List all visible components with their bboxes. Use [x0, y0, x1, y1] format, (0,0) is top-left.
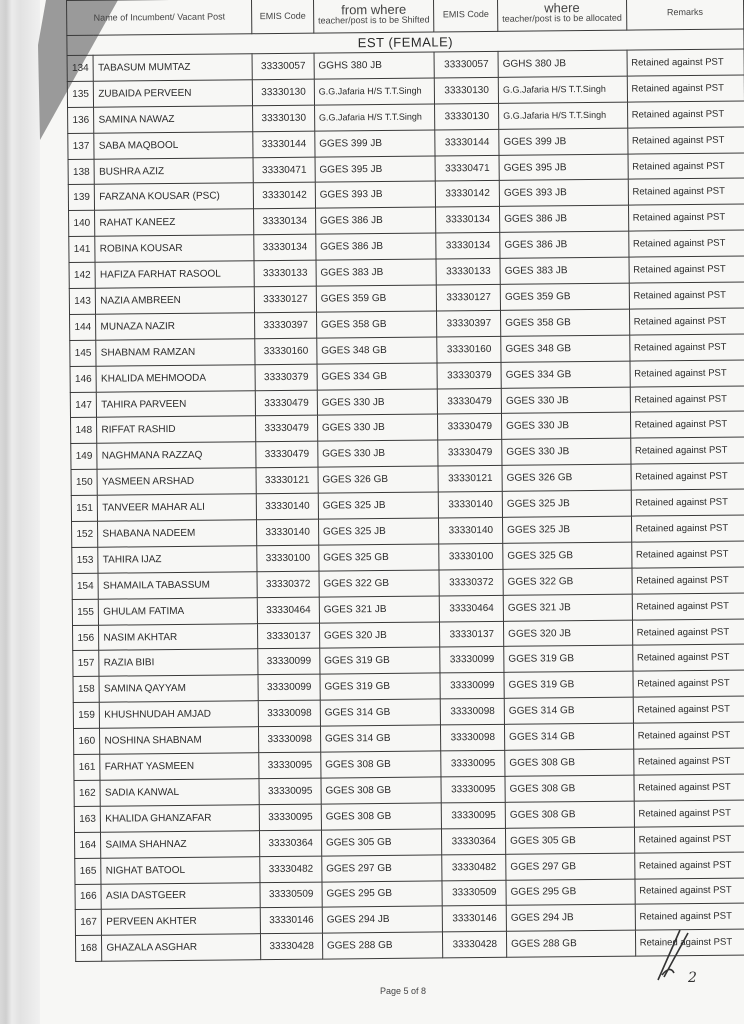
emis-code-from: 33330095: [259, 778, 321, 804]
emis-code-from: 33330098: [259, 700, 321, 726]
header-emis-to: EMIS Code: [434, 0, 498, 32]
incumbent-name: TANVEER MAHAR ALI: [98, 494, 257, 521]
school-from: GGES 358 GB: [316, 311, 437, 338]
header-school-to: [498, 0, 627, 31]
serial-number: 144: [70, 314, 97, 340]
remarks: Retained against PST: [628, 153, 744, 180]
serial-number: 148: [71, 418, 98, 444]
serial-number: 149: [71, 444, 98, 470]
emis-code-from: 33330134: [254, 234, 316, 260]
school-to: GGES 321 JB: [503, 594, 632, 621]
emis-code-to: 33330482: [442, 854, 506, 881]
incumbent-name: SAIMA SHAHNAZ: [101, 830, 260, 857]
incumbent-name: KHUSHNUDAH AMJAD: [100, 701, 259, 728]
school-to: GGES 393 JB: [499, 180, 628, 207]
emis-code-to: 33330509: [442, 880, 506, 907]
allocation-table: [66, 0, 744, 962]
school-to: GGES 314 GB: [504, 697, 633, 724]
emis-code-to: 33330134: [436, 233, 500, 260]
school-from: GGES 314 GB: [320, 699, 441, 726]
incumbent-name: SAMINA QAYYAM: [99, 675, 258, 702]
school-from: GGES 395 JB: [315, 156, 436, 183]
school-from: GGES 295 GB: [322, 880, 443, 907]
remarks: Retained against PST: [628, 230, 744, 257]
incumbent-name: RIFFAT RASHID: [97, 416, 256, 443]
school-from: GGES 314 GB: [320, 725, 441, 752]
remarks: Retained against PST: [627, 127, 744, 154]
header-school-to-sub: teacher/post is to be allocated: [502, 12, 622, 24]
school-from: GGES 325 GB: [319, 544, 440, 571]
emis-code-to: 33330121: [438, 466, 502, 493]
serial-number: 140: [69, 211, 96, 237]
serial-number: 156: [73, 625, 100, 651]
emis-code-from: 33330146: [261, 907, 323, 933]
school-to: GGES 330 JB: [502, 413, 631, 440]
remarks: Retained against PST: [630, 360, 744, 387]
school-to: GGES 314 GB: [505, 723, 634, 750]
serial-number: 165: [75, 858, 102, 884]
serial-number: 164: [74, 832, 101, 858]
incumbent-name: SHAMAILA TABASSUM: [98, 572, 257, 599]
school-to: GGES 308 GB: [505, 749, 634, 776]
emis-code-to: 33330100: [439, 543, 503, 570]
school-to: GGES 395 JB: [499, 154, 628, 181]
incumbent-name: NASIM AKHTAR: [99, 623, 258, 650]
serial-number: 146: [70, 366, 97, 392]
school-from: GGES 330 JB: [317, 389, 438, 416]
incumbent-name: KHALIDA GHANZAFAR: [101, 805, 260, 832]
school-from: G.G.Jafaria H/S T.T.Singh: [314, 104, 435, 131]
signature-number: 2: [688, 970, 697, 986]
emis-code-from: 33330095: [260, 804, 322, 830]
serial-number: 142: [69, 262, 96, 288]
emis-code-to: 33330133: [436, 258, 500, 285]
school-from: GGES 386 JB: [315, 207, 436, 234]
remarks: Retained against PST: [629, 256, 744, 283]
school-to: GGES 330 JB: [502, 438, 631, 465]
incumbent-name: NAZIA AMBREEN: [96, 287, 255, 314]
incumbent-name: FARZANA KOUSAR (PSC): [95, 183, 254, 210]
remarks: Retained against PST: [635, 877, 744, 904]
serial-number: 159: [73, 702, 100, 728]
school-to: G.G.Jafaria H/S T.T.Singh: [499, 102, 628, 129]
emis-code-from: 33330095: [259, 752, 321, 778]
emis-code-to: 33330127: [437, 284, 501, 311]
school-from: GGHS 380 JB: [314, 52, 435, 79]
remarks: Retained against PST: [634, 774, 744, 801]
serial-number: 145: [70, 340, 97, 366]
emis-code-from: 33330099: [258, 649, 320, 675]
school-from: G.G.Jafaria H/S T.T.Singh: [314, 78, 435, 105]
remarks: Retained against PST: [633, 696, 744, 723]
serial-number: 157: [73, 651, 100, 677]
school-from: GGES 297 GB: [322, 855, 443, 882]
remarks: Retained against PST: [632, 644, 744, 671]
emis-code-from: 33330428: [261, 933, 323, 959]
school-to: GGES 383 JB: [500, 257, 629, 284]
incumbent-name: NAGHMANA RAZZAQ: [97, 442, 256, 469]
incumbent-name: RAHAT KANEEZ: [95, 209, 254, 236]
emis-code-from: 33330130: [253, 105, 315, 131]
school-to: GGES 330 JB: [501, 387, 630, 414]
incumbent-name: GHULAM FATIMA: [99, 597, 258, 624]
school-from: GGES 330 JB: [317, 414, 438, 441]
school-from: GGES 308 GB: [321, 751, 442, 778]
remarks: Retained against PST: [628, 178, 744, 205]
emis-code-from: 33330397: [255, 312, 317, 338]
emis-code-to: 33330095: [441, 750, 505, 777]
emis-code-from: 33330100: [257, 545, 319, 571]
remarks: Retained against PST: [631, 463, 744, 490]
school-to: GGES 399 JB: [499, 128, 628, 155]
emis-code-to: 33330464: [440, 595, 504, 622]
emis-code-from: 33330140: [257, 519, 319, 545]
remarks: Retained against PST: [630, 437, 744, 464]
incumbent-name: TAHIRA PARVEEN: [97, 390, 256, 417]
header-school-to-top: where: [544, 0, 580, 16]
incumbent-name: ZUBAIDA PERVEEN: [94, 80, 253, 107]
remarks: Retained against PST: [627, 49, 744, 76]
emis-code-to: 33330140: [439, 517, 503, 544]
remarks: Retained against PST: [634, 800, 744, 827]
header-emis-from: EMIS Code: [252, 0, 314, 34]
remarks: Retained against PST: [633, 670, 744, 697]
school-to: GGES 334 GB: [501, 361, 630, 388]
emis-code-from: 33330121: [256, 467, 318, 493]
emis-code-to: 33330098: [441, 699, 505, 726]
school-from: GGES 319 GB: [320, 673, 441, 700]
school-from: GGES 325 JB: [318, 492, 439, 519]
emis-code-to: 33330140: [439, 491, 503, 518]
school-to: GGES 297 GB: [506, 853, 635, 880]
school-to: GGES 308 GB: [505, 801, 634, 828]
emis-code-from: 33330142: [254, 183, 316, 209]
school-to: GGES 319 GB: [504, 646, 633, 673]
school-from: GGES 288 GB: [322, 932, 443, 959]
serial-number: 168: [75, 935, 102, 961]
serial-number: 138: [68, 159, 95, 185]
emis-code-to: 33330142: [436, 181, 500, 208]
remarks: Retained against PST: [631, 489, 744, 516]
emis-code-to: 33330099: [440, 647, 504, 674]
emis-code-from: 33330379: [255, 364, 317, 390]
serial-number: 136: [68, 107, 95, 133]
school-from: GGES 348 GB: [317, 337, 438, 364]
emis-code-to: 33330095: [442, 802, 506, 829]
incumbent-name: KHALIDA MEHMOODA: [96, 364, 255, 391]
emis-code-from: 33330479: [256, 441, 318, 467]
header-school-from: [313, 0, 434, 33]
school-to: GGES 386 JB: [500, 205, 629, 232]
emis-code-from: 33330144: [253, 131, 315, 157]
serial-number: 154: [72, 573, 99, 599]
header-name: Name of Incumbent/ Vacant Post: [67, 0, 253, 35]
serial-number: 155: [72, 599, 99, 625]
incumbent-name: SHABANA NADEEM: [98, 520, 257, 547]
emis-code-from: 33330364: [260, 830, 322, 856]
school-from: GGES 399 JB: [315, 130, 436, 157]
emis-code-from: 33330099: [258, 674, 320, 700]
serial-number: 163: [74, 806, 101, 832]
school-from: GGES 322 GB: [319, 570, 440, 597]
remarks: Retained against PST: [632, 593, 744, 620]
remarks: Retained against PST: [632, 619, 744, 646]
serial-number: 166: [75, 884, 102, 910]
school-from: GGES 321 JB: [319, 596, 440, 623]
school-from: GGES 334 GB: [317, 363, 438, 390]
serial-number: 152: [72, 521, 99, 547]
school-from: GGES 308 GB: [321, 777, 442, 804]
school-to: GGHS 380 JB: [498, 50, 627, 77]
school-from: GGES 308 GB: [321, 803, 442, 830]
serial-number: 139: [68, 185, 95, 211]
incumbent-name: BUSHRA AZIZ: [94, 157, 253, 184]
remarks: Retained against PST: [629, 334, 744, 361]
serial-number: 158: [73, 677, 100, 703]
serial-number: 134: [67, 55, 94, 81]
emis-code-to: 33330098: [441, 724, 505, 751]
emis-code-from: 33330137: [258, 623, 320, 649]
remarks: Retained against PST: [627, 101, 744, 128]
serial-number: 141: [69, 236, 96, 262]
emis-code-to: 33330372: [439, 569, 503, 596]
incumbent-name: NOSHINA SHABNAM: [100, 727, 259, 754]
school-to: GGES 359 GB: [500, 283, 629, 310]
school-to: GGES 295 GB: [506, 879, 635, 906]
serial-number: 160: [73, 728, 100, 754]
school-from: GGES 326 GB: [318, 466, 439, 493]
school-to: GGES 308 GB: [505, 775, 634, 802]
incumbent-name: NIGHAT BATOOL: [101, 856, 260, 883]
incumbent-name: FARHAT YASMEEN: [100, 753, 259, 780]
school-from: GGES 359 GB: [316, 285, 437, 312]
school-to: GGES 294 JB: [506, 904, 635, 931]
remarks: Retained against PST: [634, 826, 744, 853]
school-from: GGES 330 JB: [318, 440, 439, 467]
school-from: GGES 294 JB: [322, 906, 443, 933]
emis-code-from: 33330372: [257, 571, 319, 597]
page-number: Page 5 of 8: [380, 986, 427, 996]
serial-number: 150: [71, 469, 98, 495]
school-from: GGES 393 JB: [315, 181, 436, 208]
school-to: GGES 288 GB: [507, 930, 636, 957]
emis-code-to: 33330479: [438, 440, 502, 467]
emis-code-from: 33330482: [260, 856, 322, 882]
remarks: Retained against PST: [635, 903, 744, 930]
emis-code-from: 33330471: [253, 157, 315, 183]
remarks: Retained against PST: [629, 308, 744, 335]
school-to: GGES 319 GB: [504, 671, 633, 698]
incumbent-name: MUNAZA NAZIR: [96, 313, 255, 340]
remarks: Retained against PST: [632, 567, 744, 594]
school-to: GGES 386 JB: [500, 231, 629, 258]
remarks: Retained against PST: [627, 75, 744, 102]
school-to: GGES 325 GB: [503, 542, 632, 569]
emis-code-to: 33330137: [440, 621, 504, 648]
school-to: GGES 325 JB: [502, 490, 631, 517]
incumbent-name: TABASUM MUMTAZ: [93, 54, 252, 81]
school-to: GGES 326 GB: [502, 464, 631, 491]
emis-code-to: 33330057: [434, 51, 498, 78]
section-title: EST (FEMALE): [67, 29, 744, 55]
emis-code-to: 33330099: [440, 673, 504, 700]
serial-number: 162: [74, 780, 101, 806]
school-to: GGES 322 GB: [503, 568, 632, 595]
remarks: Retained against PST: [633, 748, 744, 775]
remarks: Retained against PST: [629, 282, 744, 309]
emis-code-from: 33330134: [254, 208, 316, 234]
emis-code-from: 33330479: [256, 390, 318, 416]
school-to: G.G.Jafaria H/S T.T.Singh: [498, 76, 627, 103]
incumbent-name: PERVEEN AKHTER: [102, 908, 261, 935]
emis-code-from: 33330509: [260, 882, 322, 908]
emis-code-from: 33330479: [256, 416, 318, 442]
emis-code-from: 33330464: [258, 597, 320, 623]
serial-number: 143: [69, 288, 96, 314]
emis-code-from: 33330098: [259, 726, 321, 752]
emis-code-to: 33330397: [437, 310, 501, 337]
remarks: Retained against PST: [630, 411, 744, 438]
scanner-edge: [0, 0, 40, 1024]
school-from: GGES 319 GB: [320, 647, 441, 674]
emis-code-to: 33330364: [442, 828, 506, 855]
emis-code-to: 33330134: [436, 207, 500, 234]
emis-code-from: 33330160: [255, 338, 317, 364]
emis-code-from: 33330133: [254, 260, 316, 286]
incumbent-name: SAMINA NAWAZ: [94, 105, 253, 132]
incumbent-name: YASMEEN ARSHAD: [97, 468, 256, 495]
school-to: GGES 305 GB: [506, 827, 635, 854]
school-from: GGES 325 JB: [318, 518, 439, 545]
emis-code-to: 33330130: [435, 103, 499, 130]
remarks: Retained against PST: [634, 852, 744, 879]
incumbent-name: RAZIA BIBI: [99, 649, 258, 676]
emis-code-to: 33330146: [443, 906, 507, 933]
remarks: Retained against PST: [631, 541, 744, 568]
emis-code-to: 33330379: [437, 362, 501, 389]
emis-code-to: 33330471: [435, 155, 499, 182]
remarks: Retained against PST: [628, 204, 744, 231]
emis-code-to: 33330160: [437, 336, 501, 363]
emis-code-from: 33330057: [252, 53, 314, 79]
school-to: GGES 358 GB: [501, 309, 630, 336]
school-from: GGES 386 JB: [316, 233, 437, 260]
header-school-from-top: from where: [341, 1, 407, 18]
serial-number: 147: [70, 392, 97, 418]
remarks: Retained against PST: [631, 515, 744, 542]
emis-code-to: 33330144: [435, 129, 499, 156]
serial-number: 135: [67, 81, 94, 107]
incumbent-name: SADIA KANWAL: [100, 779, 259, 806]
emis-code-from: 33330127: [255, 286, 317, 312]
emis-code-from: 33330130: [253, 79, 315, 105]
school-to: GGES 348 GB: [501, 335, 630, 362]
serial-number: 167: [75, 910, 102, 936]
serial-number: 151: [71, 495, 98, 521]
school-from: GGES 383 JB: [316, 259, 437, 286]
incumbent-name: SABA MAQBOOL: [94, 131, 253, 158]
serial-number: 161: [74, 754, 101, 780]
incumbent-name: SHABNAM RAMZAN: [96, 338, 255, 365]
emis-code-to: 33330130: [435, 77, 499, 104]
incumbent-name: HAFIZA FARHAT RASOOL: [95, 261, 254, 288]
serial-number: 153: [72, 547, 99, 573]
emis-code-to: 33330479: [438, 388, 502, 415]
incumbent-name: TAHIRA IJAZ: [98, 546, 257, 573]
remarks: Retained against PST: [630, 386, 744, 413]
incumbent-name: ASIA DASTGEER: [101, 882, 260, 909]
emis-code-to: 33330095: [441, 776, 505, 803]
emis-code-to: 33330428: [443, 932, 507, 959]
header-remarks: Remarks: [626, 0, 744, 30]
school-to: GGES 320 JB: [504, 620, 633, 647]
remarks: Retained against PST: [633, 722, 744, 749]
incumbent-name: ROBINA KOUSAR: [95, 235, 254, 262]
school-from: GGES 320 JB: [319, 622, 440, 649]
school-to: GGES 325 JB: [503, 516, 632, 543]
header-school-from-sub: teacher/post is to be Shifted: [318, 14, 430, 26]
school-from: GGES 305 GB: [321, 829, 442, 856]
serial-number: 137: [68, 133, 95, 159]
remarks: Retained against PST: [635, 929, 744, 956]
emis-code-to: 33330479: [438, 414, 502, 441]
emis-code-from: 33330140: [257, 493, 319, 519]
incumbent-name: GHAZALA ASGHAR: [102, 934, 261, 961]
